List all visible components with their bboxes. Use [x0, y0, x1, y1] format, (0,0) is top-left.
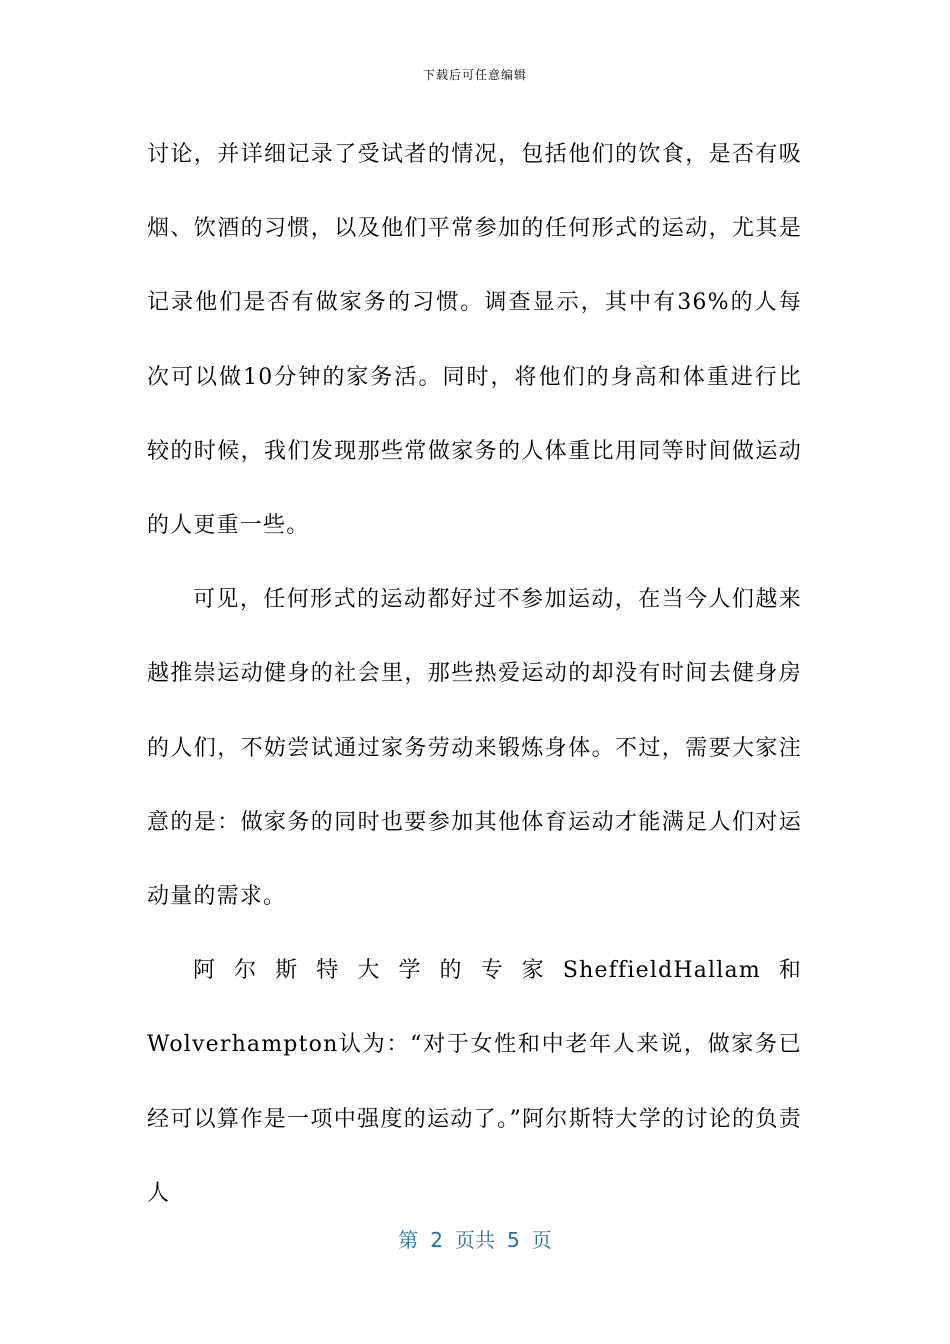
- paragraph-2: 可见，任何形式的运动都好过不参加运动，在当今人们越来越推崇运动健身的社会里，那些热爱运动的却没有时间去健身房的人们，不妨尝试通过家务劳动来锻炼身体。不过，需要大家注意的是：做家务的同时也要参加其他体育运动才能满足人们对运动量的需求。: [147, 587, 802, 910]
- page-footer: [0, 1224, 950, 1253]
- footer-suffix: 页: [531, 1228, 552, 1252]
- paragraph-1: 讨论，并详细记录了受试者的情况，包括他们的饮食，是否有吸烟、饮酒的习惯，以及他们平常参加的任何形式的运动，尤其是记录他们是否有做家务的习惯。调查显示，其中有36%的人每次可以做10分钟的家务活。同时，将他们的身高和体重进行比较的时候，我们发现那些常做家务的人体重比用同等时间做运动的人更重一些。: [147, 142, 802, 539]
- paragraph-3: 阿尔斯特大学的专家SheffieldHallam和Wolverhampton认为：“对于女性和中老年人来说，做家务已经可以算作是一项中强度的运动了。”阿尔斯特大学的讨论的负责人: [147, 958, 802, 1206]
- footer-prefix: 第: [398, 1228, 419, 1252]
- footer-middle: 页共: [455, 1228, 495, 1252]
- document-body: [147, 118, 802, 1231]
- footer-total-pages: 5: [507, 1228, 520, 1252]
- page-header: 下载后可任意编辑: [422, 68, 527, 82]
- footer-page-number: 2: [430, 1228, 443, 1252]
